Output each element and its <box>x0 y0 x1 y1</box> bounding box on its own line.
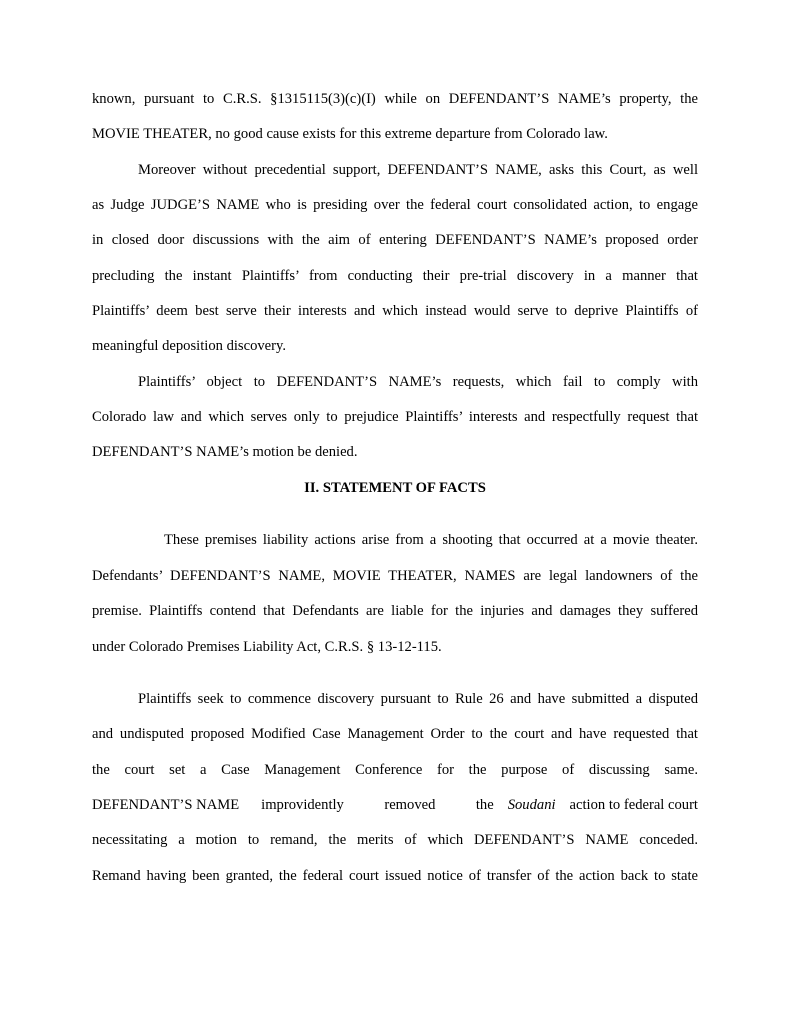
text-line: Plaintiffs seek to commence discovery pursuant to Rule 26 and have submitted a disputed <box>138 691 698 707</box>
removal-subject: DEFENDANT’S NAME <box>92 797 240 813</box>
text-line: Colorado law and which serves only to prejudice Plaintiffs’ interests and respectfully request that <box>92 409 698 425</box>
text-line: precluding the instant Plaintiffs’ from conducting their pre-trial discovery in a manner that <box>92 268 698 284</box>
removal-text <box>261 796 494 814</box>
text-line: meaningful deposition discovery. <box>92 338 287 354</box>
text-line: Remand having been granted, the federal court issued notice of transfer of the action back to state <box>92 868 698 884</box>
word: removed <box>384 797 436 813</box>
case-name-italic: Soudani <box>507 797 556 813</box>
text-line: necessitating a motion to remand, the merits of which DEFENDANT’S NAME conceded. <box>92 832 698 848</box>
word: the <box>475 797 494 813</box>
text-line: in closed door discussions with the aim of entering DEFENDANT’S NAME’s proposed order <box>92 232 698 248</box>
text-line: premise. Plaintiffs contend that Defendants are liable for the injuries and damages they suffered <box>92 603 698 619</box>
text-line-removal <box>92 796 698 814</box>
text-line: the court set a Case Management Conference for the purpose of discussing same. <box>92 762 698 778</box>
text-line: These premises liability actions arise from a shooting that occurred at a movie theater. <box>164 532 698 548</box>
text-line: and undisputed proposed Modified Case Management Order to the court and have requested that <box>92 726 698 742</box>
text-line: Plaintiffs’ deem best serve their interests and which instead would serve to deprive Plaintiffs of <box>92 303 698 319</box>
section-heading: II. STATEMENT OF FACTS <box>304 480 486 496</box>
text-line: Plaintiffs’ object to DEFENDANT’S NAME’s requests, which fail to comply with <box>138 374 698 390</box>
text-line: known, pursuant to C.R.S. §1315115(3)(c)(I) while on DEFENDANT’S NAME’s property, the <box>92 91 698 107</box>
text-line: Moreover without precedential support, DEFENDANT’S NAME, asks this Court, as well <box>138 162 698 178</box>
text-line: Defendants’ DEFENDANT’S NAME, MOVIE THEATER, NAMES are legal landowners of the <box>92 568 698 584</box>
word: improvidently <box>261 797 344 813</box>
text-line: MOVIE THEATER, no good cause exists for this extreme departure from Colorado law. <box>92 126 608 142</box>
text-line: DEFENDANT’S NAME’s motion be denied. <box>92 444 358 460</box>
removal-text-group <box>261 796 698 814</box>
text-line: as Judge JUDGE’S NAME who is presiding over the federal court consolidated action, to engage <box>92 197 698 213</box>
text-line: under Colorado Premises Liability Act, C.R.S. § 13-12-115. <box>92 639 442 655</box>
removal-text-end: action to federal court <box>569 797 698 813</box>
